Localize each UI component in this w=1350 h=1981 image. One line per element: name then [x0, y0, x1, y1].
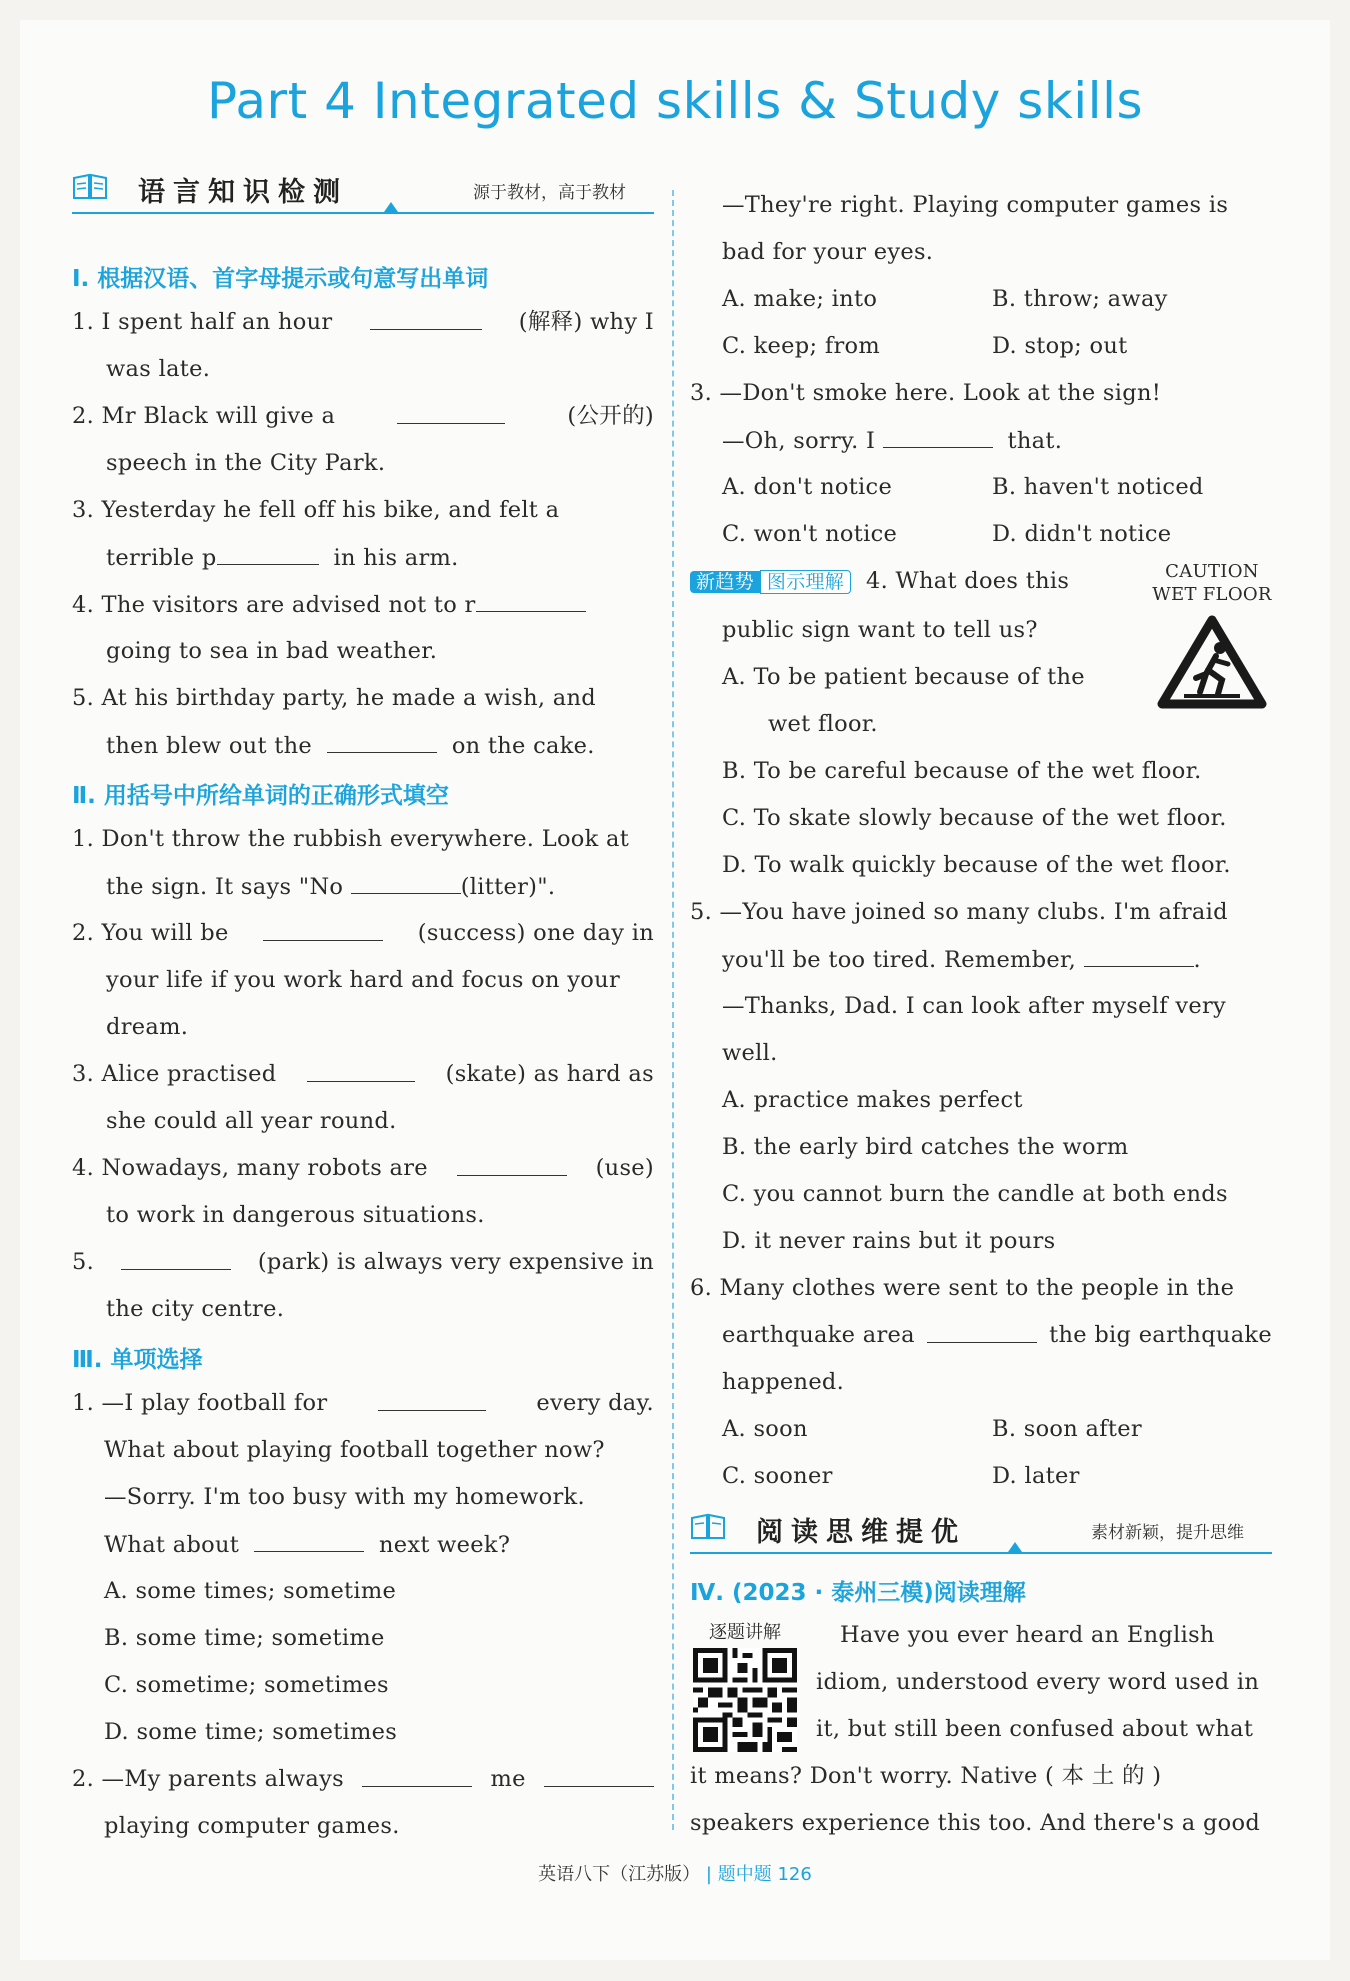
wet-floor-icon	[1156, 614, 1268, 712]
answer-blank[interactable]	[307, 1059, 415, 1082]
question-line: 3. Alice practised (skate) as hard as	[72, 1061, 654, 1087]
question-line: 3. Yesterday he fell off his bike, and felt a	[72, 497, 560, 523]
option[interactable]: A. make; into	[722, 286, 878, 312]
option[interactable]: A. don't notice	[722, 474, 893, 500]
question-line: she could all year round.	[106, 1108, 397, 1134]
option[interactable]: D. it never rains but it pours	[722, 1228, 1056, 1254]
footer-separator: |	[705, 1864, 712, 1885]
question-line: 1. I spent half an hour (解释) why I	[72, 309, 654, 335]
part-2-heading: Ⅱ. 用括号中所给单词的正确形式填空	[72, 783, 449, 809]
trend-badge: 新趋势 图示理解	[690, 569, 851, 595]
page-title: Part 4 Integrated skills & Study skills	[206, 72, 1144, 130]
question-line: speech in the City Park.	[106, 450, 386, 476]
question-line: public sign want to tell us?	[722, 617, 1038, 643]
option[interactable]: B. haven't noticed	[992, 474, 1204, 500]
answer-blank[interactable]	[327, 730, 437, 753]
question-line: the city centre.	[106, 1296, 285, 1322]
qr-block	[690, 1618, 800, 1756]
section-header-lang	[72, 166, 654, 214]
option[interactable]: B. To be careful because of the wet floor.	[722, 758, 1202, 784]
answer-blank[interactable]	[378, 1388, 486, 1411]
question-line: 2. Mr Black will give a (公开的)	[72, 403, 654, 429]
question-line: —They're right. Playing computer games is	[722, 192, 1229, 218]
answer-blank[interactable]	[217, 542, 319, 565]
question-line: What about next week?	[104, 1529, 654, 1560]
option[interactable]: B. soon after	[992, 1416, 1142, 1442]
question-line: the sign. It says "No (litter)".	[106, 871, 654, 902]
answer-blank[interactable]	[397, 401, 505, 424]
option[interactable]: A. practice makes perfect	[722, 1087, 1023, 1113]
passage-line: idiom, understood every word used in	[816, 1669, 1260, 1695]
part-3-heading: Ⅲ. 单项选择	[72, 1347, 203, 1373]
question-line: dream.	[106, 1014, 189, 1040]
answer-blank[interactable]	[927, 1320, 1037, 1343]
caution-sign	[1152, 560, 1272, 716]
answer-blank[interactable]	[476, 589, 586, 612]
option[interactable]: D. later	[992, 1463, 1080, 1489]
question-line: 2. —My parents always me	[72, 1764, 654, 1794]
question-line: 4. Nowadays, many robots are (use)	[72, 1155, 654, 1181]
section-subtitle: 素材新颖，提升思维	[1091, 1523, 1244, 1543]
question-line: to work in dangerous situations.	[106, 1202, 485, 1228]
question-line: —Oh, sorry. I that.	[722, 425, 1272, 456]
option[interactable]: B. the early bird catches the worm	[722, 1134, 1129, 1160]
section-name: 语言知识检测	[138, 177, 348, 208]
option-row	[722, 472, 1272, 502]
book-icon	[72, 172, 108, 200]
triangle-icon	[1008, 1542, 1022, 1552]
answer-blank[interactable]	[351, 871, 461, 894]
option-row	[722, 519, 1272, 549]
passage-line: it means? Don't worry. Native ( 本 土 的 )	[690, 1763, 1162, 1789]
sign-text: CAUTION	[1165, 561, 1259, 582]
footer-book: 英语八下（江苏版）	[538, 1864, 701, 1885]
question-line: 5. (park) is always very expensive in	[72, 1249, 654, 1275]
option[interactable]: B. some time; sometime	[104, 1625, 385, 1651]
answer-blank[interactable]	[1084, 944, 1194, 967]
question-line: 新趋势 图示理解 4. What does this	[690, 566, 1150, 596]
answer-blank[interactable]	[370, 307, 482, 330]
qr-label: 逐题讲解	[709, 1622, 781, 1643]
question-line: 4. The visitors are advised not to r	[72, 589, 654, 620]
passage-line: Have you ever heard an English	[840, 1622, 1215, 1648]
option[interactable]: C. sometime; sometimes	[104, 1672, 389, 1698]
passage-line: it, but still been confused about what	[816, 1716, 1254, 1742]
part-4-heading: Ⅳ. (2023 · 泰州三模)阅读理解	[690, 1580, 1026, 1606]
section-name: 阅读思维提优	[756, 1517, 966, 1548]
answer-blank[interactable]	[263, 918, 383, 941]
option[interactable]: C. you cannot burn the candle at both ends	[722, 1181, 1228, 1207]
question-line: 1. Don't throw the rubbish everywhere. Look at	[72, 826, 630, 852]
option[interactable]: D. stop; out	[992, 333, 1128, 359]
book-icon	[690, 1512, 726, 1540]
question-line: 1. —I play football for every day.	[72, 1390, 654, 1416]
option[interactable]: A. soon	[722, 1416, 808, 1442]
option[interactable]: D. didn't notice	[992, 521, 1172, 547]
option[interactable]: C. To skate slowly because of the wet floor.	[722, 805, 1227, 831]
option: wet floor.	[768, 711, 878, 737]
question-line: your life if you work hard and focus on your	[106, 967, 621, 993]
footer-brand: 题中题	[717, 1864, 772, 1885]
question-line: 6. Many clothes were sent to the people in the	[690, 1275, 1235, 1301]
option[interactable]: C. won't notice	[722, 521, 898, 547]
section-subtitle: 源于教材，高于教材	[473, 183, 626, 203]
option[interactable]: C. sooner	[722, 1463, 833, 1489]
question-line: earthquake area the big earthquake	[722, 1322, 1272, 1348]
answer-blank[interactable]	[121, 1247, 231, 1270]
option-row	[722, 284, 1272, 314]
answer-blank[interactable]	[883, 425, 993, 448]
page-number: 126	[777, 1864, 812, 1885]
question-line: happened.	[722, 1369, 845, 1395]
option-row	[722, 331, 1272, 361]
question-line: What about playing football together now?	[104, 1437, 605, 1463]
qr-code-icon[interactable]	[693, 1648, 797, 1752]
answer-blank[interactable]	[362, 1764, 472, 1787]
option[interactable]: C. keep; from	[722, 333, 880, 359]
sign-text: WET FLOOR	[1152, 584, 1272, 605]
page-footer	[0, 1860, 1350, 1886]
option-row	[722, 1414, 1272, 1444]
question-line: 2. You will be (success) one day in	[72, 920, 654, 946]
question-line: —Thanks, Dad. I can look after myself very	[722, 993, 1227, 1019]
passage-line: speakers experience this too. And there's a good	[690, 1810, 1261, 1836]
answer-blank[interactable]	[544, 1764, 654, 1787]
answer-blank[interactable]	[254, 1529, 364, 1552]
question-line: 5. At his birthday party, he made a wish, and	[72, 685, 597, 711]
option[interactable]: D. some time; sometimes	[104, 1719, 398, 1745]
part-1-heading: Ⅰ. 根据汉语、首字母提示或句意写出单词	[72, 266, 489, 292]
option[interactable]: B. throw; away	[992, 286, 1168, 312]
triangle-icon	[384, 202, 398, 212]
question-line: then blew out the on the cake.	[106, 730, 654, 761]
question-line: was late.	[106, 356, 211, 382]
option[interactable]: D. To walk quickly because of the wet floor.	[722, 852, 1231, 878]
question-line: 3. —Don't smoke here. Look at the sign!	[690, 380, 1162, 406]
question-line: bad for your eyes.	[722, 239, 934, 265]
question-line: —Sorry. I'm too busy with my homework.	[104, 1484, 585, 1510]
question-line: going to sea in bad weather.	[106, 638, 438, 664]
question-line: you'll be too tired. Remember, .	[722, 944, 1272, 975]
question-line: 5. —You have joined so many clubs. I'm afraid	[690, 899, 1228, 925]
question-line: playing computer games.	[104, 1813, 400, 1839]
option[interactable]: A. some times; sometime	[104, 1578, 397, 1604]
question-line: well.	[722, 1040, 778, 1066]
answer-blank[interactable]	[457, 1153, 567, 1176]
option[interactable]: A. To be patient because of the	[722, 664, 1085, 690]
option-row	[722, 1461, 1272, 1491]
section-header-reading	[690, 1506, 1272, 1554]
column-divider	[672, 190, 674, 1830]
question-line: terrible p in his arm.	[106, 542, 654, 573]
